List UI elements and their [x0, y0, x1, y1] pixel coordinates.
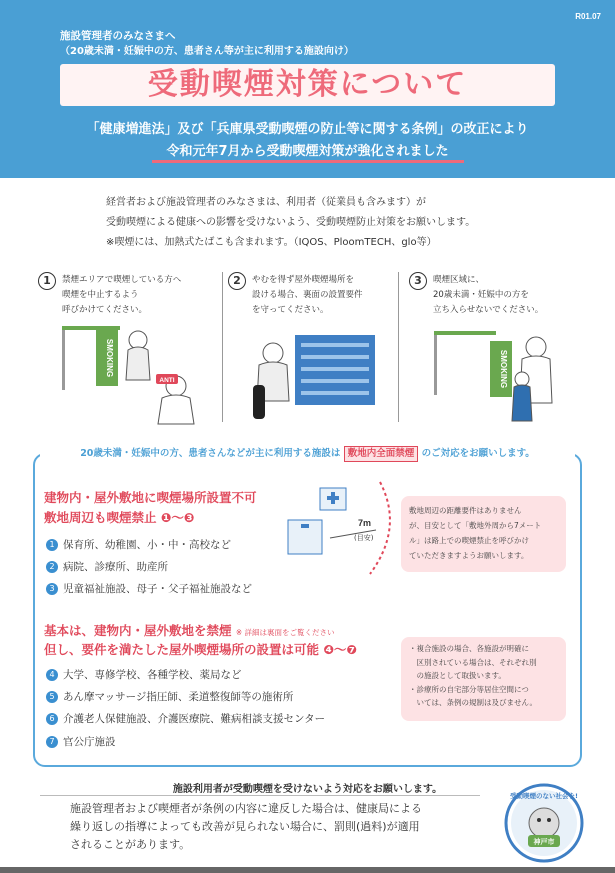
step-text: [252, 273, 412, 318]
note-line: いては、条例の規制は及びません。: [409, 698, 537, 707]
section1-heading: 建物内・屋外敷地に喫煙場所設置不可: [44, 490, 257, 505]
step-number: 1: [38, 272, 56, 290]
list-item-label: あん摩マッサージ指圧師、柔道整復師等の施術所: [63, 691, 294, 703]
penalty-warning: [70, 800, 480, 854]
smoker-body: [126, 347, 150, 380]
note-line: 敷地周辺の距離要件はありません: [409, 506, 522, 515]
note-line: 区別されている場合は、それぞれ別: [409, 657, 537, 667]
list-item-label: 大学、専修学校、各種学校、薬局など: [63, 669, 242, 681]
note-line: ・複合施設の場合、各施設が明確に: [409, 644, 529, 653]
building-window: [301, 391, 369, 395]
distance-diagram: [280, 478, 398, 578]
audience-line: 施設管理者のみなさまへ: [60, 30, 176, 42]
mascot-eye: [537, 818, 541, 822]
smoker-head: [129, 331, 147, 349]
person-body: [158, 395, 194, 424]
note-line: の施設として取扱います。: [409, 671, 506, 680]
warning-line: 繰り返しの指導によっても改善が見られない場合に、罰則(過料)が適用: [70, 820, 420, 833]
mascot-eye: [547, 818, 551, 822]
rules-header: [40, 444, 575, 464]
building-window: [301, 343, 369, 347]
section2-heading-text: 基本は、建物内・屋外敷地を禁煙: [44, 623, 232, 638]
kobe-mascot-logo: [504, 783, 584, 863]
section1-subheading: 敷地周辺も喫煙禁止 ❶～❸: [44, 510, 195, 525]
awning: [62, 326, 120, 330]
subline-underline: [152, 160, 464, 163]
audience-scope: （20歳未満・妊娠中の方、患者さん等が主に利用する施設向け）: [60, 46, 354, 57]
outdoor-smoking-area-illustration: [245, 325, 395, 425]
number-bullet: 3: [46, 583, 58, 595]
building-window: [301, 355, 369, 359]
awning: [434, 331, 496, 335]
list-item: [46, 537, 231, 552]
child-head: [515, 372, 529, 386]
building-window: [301, 379, 369, 383]
footer-notice: 施設利用者が受動喫煙を受けないよう対応をお願いします。: [172, 784, 443, 795]
step-text: [433, 273, 593, 318]
intro-paragraph-3: ※喫煙には、加熱式たばこも含まれます。（IQOS、PloomTECH、glo等）: [106, 237, 437, 248]
list-item: [46, 711, 325, 726]
list-item: [46, 667, 242, 682]
step-line: 呼びかけてください。: [62, 305, 148, 315]
page-title: 受動喫煙対策について: [147, 67, 468, 102]
list-item: [46, 689, 293, 704]
step-divider: [222, 272, 223, 422]
step-line: 喫煙区域に、: [433, 275, 485, 285]
rules-header-text: 20歳未満・妊娠中の方、患者さんなどが主に利用する施設は: [80, 448, 341, 459]
step-line: やむを得ず屋外喫煙場所を: [252, 275, 355, 285]
distance-label: 7m: [358, 518, 372, 528]
bottom-bar: [0, 867, 615, 873]
distance-note-box: [401, 496, 566, 572]
no-smoking-illustration: [58, 320, 200, 432]
ashtray-stand-icon: [253, 385, 265, 419]
step-line: 設ける場合、裏面の設置要件: [252, 290, 363, 300]
boundary-line: [370, 482, 390, 574]
step-divider: [398, 272, 399, 422]
adult-head: [526, 337, 546, 357]
intro-paragraph-2: 受動喫煙による健康への影響を受けないよう、受動喫煙防止対策をお願いします。: [106, 217, 476, 228]
note-line: ル」は路上での喫煙禁止を呼びかけ: [409, 536, 529, 545]
see-reverse-note: ※ 詳細は裏面をご覧ください: [235, 628, 335, 637]
logo-slogan: 受動喫煙のない社会を!: [510, 792, 578, 800]
effective-date-line: 令和元年7月から受動喫煙対策が強化されました: [166, 144, 449, 159]
building-window: [301, 367, 369, 371]
warning-line: されることがあります。: [70, 838, 191, 851]
number-bullet: 5: [46, 691, 58, 703]
step-line: 20歳未満・妊娠中の方を: [433, 290, 529, 300]
smoking-sign-text: SMOKING: [105, 338, 114, 378]
smoking-sign-text: SMOKING: [499, 349, 508, 389]
note-line: ・診療所の自宅部分等居住空間につ: [409, 684, 529, 694]
rules-header-request: のご対応をお願いします。: [421, 448, 535, 459]
anti-badge-text: ANTI: [159, 377, 175, 384]
restricted-area-illustration: [432, 325, 582, 427]
full-smoke-free-badge: 敷地内全面禁煙: [344, 446, 419, 462]
step-number: 2: [228, 272, 246, 290]
cross-icon: [301, 524, 309, 528]
smoker-head: [263, 343, 283, 363]
pillar: [434, 335, 437, 395]
document-code: R01.07: [575, 12, 601, 21]
step-line: 禁煙エリアで喫煙している方へ: [62, 275, 182, 285]
facility-note-box: [401, 637, 566, 721]
number-bullet: 2: [46, 561, 58, 573]
list-item-label: 病院、診療所、助産所: [63, 561, 168, 573]
number-bullet: 6: [46, 713, 58, 725]
child-body: [512, 385, 532, 421]
city-label: 神戸市: [533, 838, 555, 846]
warning-line: 施設管理者および喫煙者が条例の内容に違反した場合は、健康局による: [70, 802, 422, 815]
distance-note: (目安): [354, 534, 374, 542]
intro-paragraph-1: 経営者および施設管理者のみなさまは、利用者（従業員も含みます）が: [106, 197, 426, 208]
note-line: ていただきますようお願いします。: [409, 551, 529, 560]
footer-divider: [40, 795, 480, 796]
section2-subheading: 但し、要件を満たした屋外喫煙場所の設置は可能 ❹～❼: [44, 642, 358, 657]
step-text: [62, 273, 222, 318]
number-bullet: 1: [46, 539, 58, 551]
section2-heading: [44, 621, 335, 639]
list-item: [46, 581, 252, 596]
list-item-label: 官公庁施設: [63, 736, 116, 748]
list-item-label: 児童福祉施設、母子・父子福祉施設など: [63, 583, 252, 595]
pillar: [62, 330, 65, 390]
cross-icon: [327, 496, 339, 500]
mascot-head-icon: [529, 808, 559, 838]
step-number: 3: [409, 272, 427, 290]
list-item-label: 介護老人保健施設、介護医療院、難病相談支援センター: [63, 713, 326, 725]
list-item: [46, 559, 168, 574]
list-item: [46, 734, 116, 749]
law-revision-line: 「健康増進法」及び「兵庫県受動喫煙の防止等に関する条例」の改正により: [86, 122, 529, 137]
list-item-label: 保育所、幼稚園、小・中・高校など: [63, 539, 231, 551]
step-line: 喫煙を中止するよう: [62, 290, 139, 300]
note-line: が、目安として「敷地外周から7メート: [409, 521, 542, 530]
step-line: 立ち入らせないでください。: [433, 305, 544, 315]
number-bullet: 7: [46, 736, 58, 748]
step-line: を守ってください。: [252, 305, 329, 315]
number-bullet: 4: [46, 669, 58, 681]
